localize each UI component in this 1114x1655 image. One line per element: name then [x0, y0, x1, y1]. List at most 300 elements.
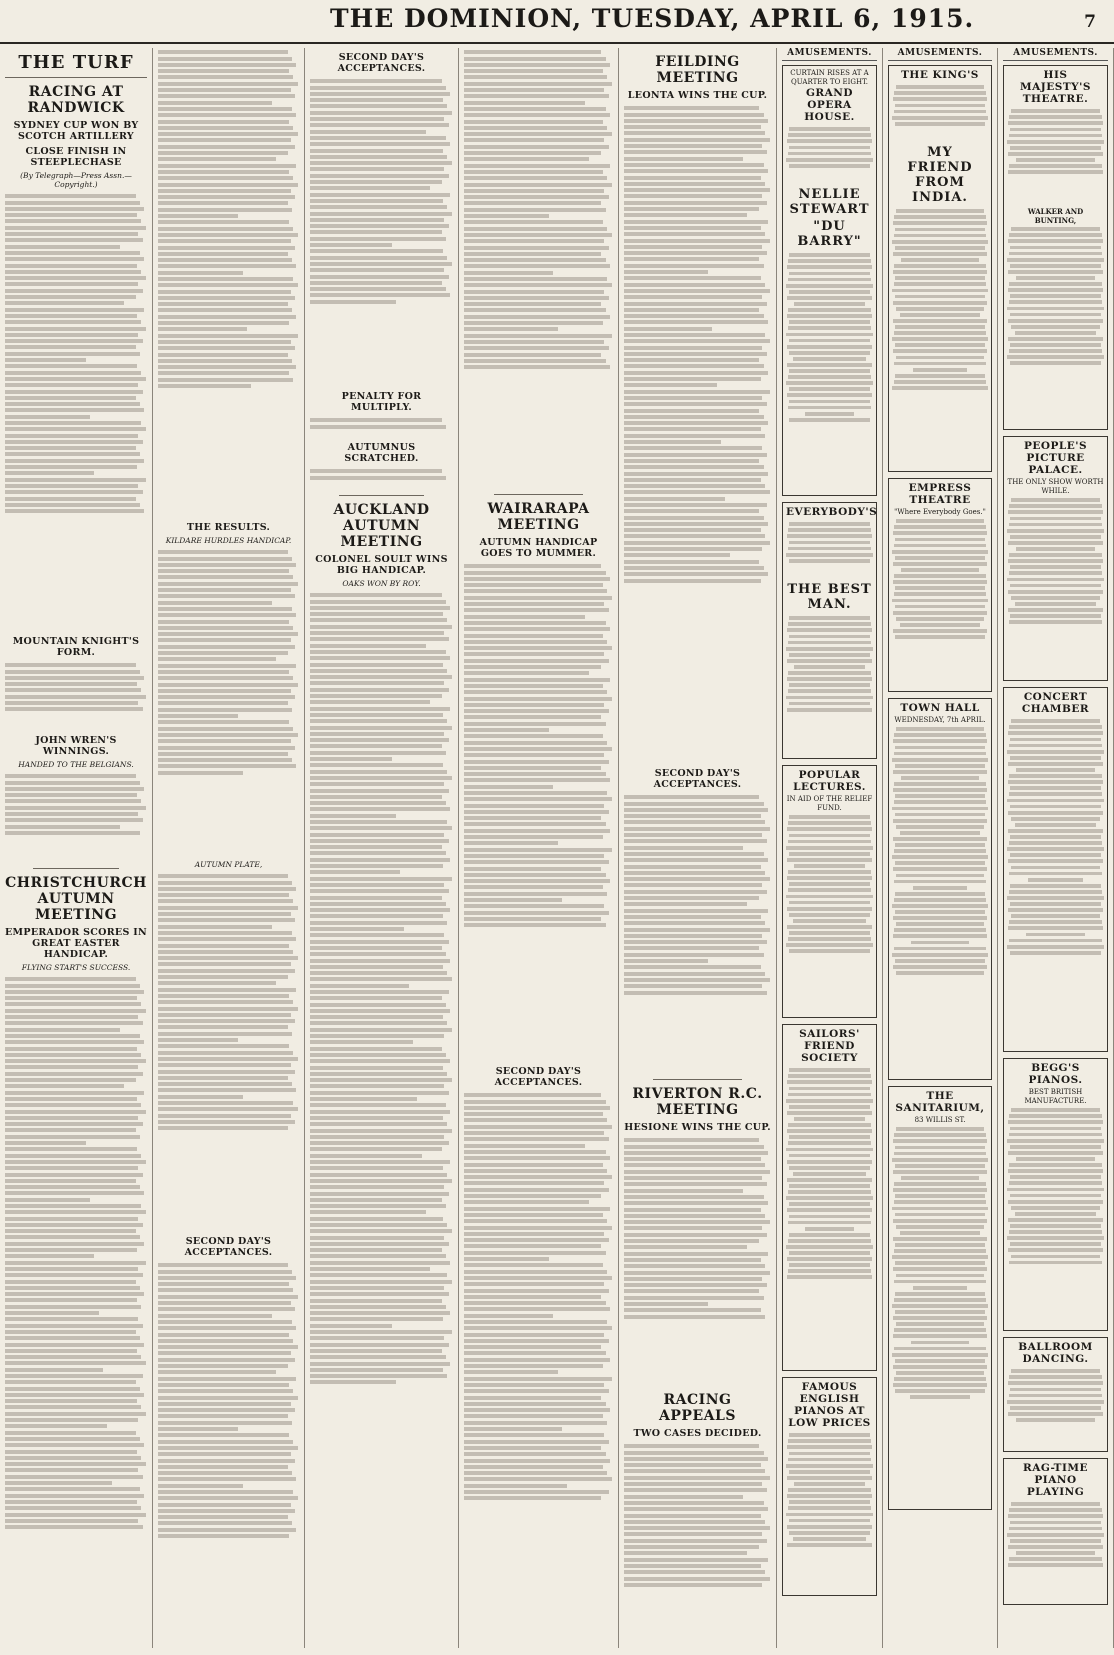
text-line — [624, 833, 762, 837]
text-line — [310, 971, 447, 975]
ad-text — [786, 813, 873, 1013]
text-line — [624, 534, 765, 538]
text-line — [624, 953, 764, 957]
text-line — [5, 1053, 141, 1057]
text-line — [464, 690, 607, 694]
text-line — [310, 130, 426, 134]
text-line — [894, 1280, 985, 1284]
text-line — [1007, 896, 1103, 900]
text-line — [789, 369, 870, 373]
text-line — [5, 434, 138, 438]
results-list — [624, 1136, 771, 1386]
text-line — [464, 640, 607, 644]
text-line — [1010, 1406, 1101, 1410]
text-line — [787, 1129, 872, 1133]
text-line — [310, 1009, 450, 1013]
text-line — [464, 1169, 607, 1173]
text-line — [5, 1173, 143, 1177]
text-line — [894, 380, 986, 384]
text-line — [310, 1015, 443, 1019]
text-line — [464, 82, 612, 86]
text-line — [158, 1408, 295, 1412]
text-line — [1015, 823, 1096, 827]
text-line — [894, 1377, 985, 1381]
text-line — [5, 663, 136, 667]
text-line — [158, 925, 272, 929]
text-line — [158, 75, 293, 79]
text-line — [158, 57, 292, 61]
text-line — [5, 1141, 86, 1145]
text-line — [464, 1459, 610, 1463]
text-line — [787, 393, 871, 397]
text-line — [1009, 890, 1102, 894]
text-line — [894, 282, 986, 286]
text-line — [5, 1097, 137, 1101]
text-line — [464, 791, 607, 795]
text-line — [788, 375, 872, 379]
text-line — [158, 1307, 295, 1311]
text-line — [624, 1220, 770, 1224]
text-line — [1008, 1248, 1102, 1252]
text-line — [310, 946, 442, 950]
text-line — [310, 675, 452, 679]
text-line — [1010, 1539, 1101, 1543]
text-line — [624, 1526, 770, 1530]
text-line — [5, 1185, 140, 1189]
text-line — [789, 683, 870, 687]
text-line — [894, 1182, 985, 1186]
text-line — [5, 1412, 146, 1416]
text-line — [5, 377, 146, 381]
text-line — [624, 1520, 765, 1524]
text-line — [1010, 343, 1100, 347]
text-line — [464, 1270, 607, 1274]
text-line — [5, 1009, 146, 1013]
text-line — [1008, 541, 1102, 545]
text-line — [1010, 584, 1101, 588]
text-line — [624, 516, 764, 520]
text-line — [900, 313, 981, 317]
text-line — [464, 183, 612, 187]
text-line — [624, 1182, 767, 1186]
text-line — [5, 308, 144, 312]
text-line — [789, 1251, 871, 1255]
text-line — [1016, 768, 1095, 772]
text-line — [158, 906, 298, 910]
text-line — [464, 239, 604, 243]
ad-title: CONCERT CHAMBER — [1021, 691, 1090, 715]
text-line — [5, 806, 146, 810]
text-line — [1011, 325, 1100, 329]
text-line — [788, 1458, 872, 1462]
amusements-header: AMUSEMENTS. — [888, 48, 992, 61]
text-line — [788, 1141, 872, 1145]
text-line — [158, 613, 296, 617]
text-line — [310, 1349, 442, 1353]
text-line — [624, 1501, 764, 1505]
text-line — [158, 1114, 291, 1118]
text-line — [310, 1021, 447, 1025]
text-line — [893, 1334, 987, 1338]
text-line — [310, 205, 447, 209]
text-line — [310, 965, 443, 969]
text-line — [158, 302, 288, 306]
text-line — [5, 1210, 146, 1214]
text-line — [624, 1258, 761, 1262]
text-line — [893, 611, 986, 615]
text-line — [789, 815, 869, 819]
text-line — [789, 635, 870, 639]
text-line — [464, 1219, 607, 1223]
text-line — [5, 695, 146, 699]
text-line — [310, 1267, 430, 1271]
text-line — [786, 553, 872, 557]
text-line — [624, 478, 761, 482]
text-line — [5, 490, 143, 494]
divider — [653, 1079, 741, 1080]
text-line — [787, 628, 872, 632]
text-line — [895, 1243, 984, 1247]
text-line — [158, 931, 292, 935]
text-line — [310, 984, 409, 988]
text-line — [5, 427, 146, 431]
text-line — [310, 814, 396, 818]
text-line — [624, 125, 761, 129]
text-line — [1009, 523, 1102, 527]
text-line — [5, 333, 138, 337]
text-line — [158, 1013, 291, 1017]
text-line — [310, 1173, 447, 1177]
text-line — [896, 356, 984, 360]
text-line — [5, 219, 141, 223]
text-line — [158, 1351, 291, 1355]
text-line — [788, 821, 871, 825]
text-line — [464, 665, 601, 669]
text-line — [789, 616, 869, 620]
text-line — [5, 996, 137, 1000]
text-line — [158, 657, 276, 661]
text-line — [464, 1156, 610, 1160]
column-5 — [619, 48, 777, 1648]
text-line — [310, 952, 446, 956]
text-line — [5, 1160, 146, 1164]
text-line — [5, 1374, 143, 1378]
text-line — [895, 746, 984, 750]
text-line — [310, 858, 450, 862]
text-line — [5, 1242, 144, 1246]
text-line — [158, 1440, 293, 1444]
text-line — [464, 353, 601, 357]
text-line — [310, 1229, 452, 1233]
text-line — [788, 1190, 872, 1194]
text-line — [464, 1137, 609, 1141]
text-line — [158, 575, 293, 579]
text-line — [464, 1326, 612, 1330]
text-line — [1009, 939, 1102, 943]
text-line — [5, 688, 141, 692]
text-line — [158, 1301, 291, 1305]
text-line — [310, 1179, 452, 1183]
amusements-header: AMUSEMENTS. — [782, 48, 877, 61]
text-line — [624, 276, 761, 280]
text-line — [624, 991, 767, 995]
text-line — [464, 151, 601, 155]
text-line — [5, 1166, 138, 1170]
text-line — [158, 683, 298, 687]
ad-play-title: "DU BARRY" — [797, 219, 862, 249]
text-line — [788, 671, 871, 675]
text-line — [310, 870, 400, 874]
text-line — [624, 232, 765, 236]
text-line — [624, 1245, 747, 1249]
text-line — [158, 1345, 298, 1349]
ad-concert-chamber — [1003, 687, 1108, 1052]
text-line — [789, 834, 870, 838]
text-line — [1015, 331, 1096, 335]
text-line — [158, 113, 296, 117]
text-line — [158, 1433, 289, 1437]
text-line — [895, 813, 985, 817]
text-line — [310, 1374, 447, 1378]
text-line — [158, 195, 295, 199]
text-line — [624, 1252, 768, 1256]
ad-everybodys — [782, 502, 877, 759]
text-line — [1008, 1151, 1102, 1155]
text-line — [5, 390, 143, 394]
text-line — [893, 788, 987, 792]
text-line — [894, 1347, 986, 1351]
subhead-penalty: PENALTY FOR MULTIPLY. — [341, 391, 422, 413]
text-line — [789, 931, 870, 935]
text-line — [310, 1368, 443, 1372]
text-line — [310, 902, 446, 906]
text-line — [5, 1298, 137, 1302]
text-line — [310, 726, 452, 730]
text-line — [464, 848, 612, 852]
text-line — [310, 224, 449, 228]
text-line — [896, 209, 984, 213]
text-line — [158, 645, 295, 649]
text-line — [158, 353, 288, 357]
text-line — [893, 221, 987, 225]
text-line — [895, 343, 985, 347]
results-list — [158, 548, 299, 858]
text-line — [910, 1395, 970, 1399]
text-line — [624, 541, 770, 545]
text-line — [310, 243, 392, 247]
text-line — [624, 1208, 761, 1212]
text-line — [1011, 109, 1100, 113]
text-line — [5, 327, 146, 331]
ad-star-name: NELLIE STEWART — [789, 187, 870, 217]
ad-title: THE SANITARIUM, — [895, 1090, 985, 1114]
text-line — [5, 1091, 144, 1095]
text-line — [624, 814, 761, 818]
text-line — [789, 1263, 869, 1267]
text-line — [5, 818, 143, 822]
text-line — [5, 452, 140, 456]
ad-text — [786, 520, 873, 580]
text-line — [894, 592, 986, 596]
text-line — [787, 1111, 871, 1115]
text-line — [158, 384, 251, 388]
text-line — [5, 194, 136, 198]
text-line — [464, 898, 562, 902]
text-line — [1010, 1521, 1100, 1525]
text-line — [158, 290, 291, 294]
text-line — [464, 69, 603, 73]
text-line — [464, 264, 610, 268]
text-line — [895, 1292, 984, 1296]
text-line — [895, 959, 985, 963]
text-line — [895, 1310, 985, 1314]
text-line — [624, 1308, 761, 1312]
subhead-second-day: SECOND DAY'S ACCEPTANCES. — [653, 768, 742, 790]
text-line — [895, 122, 985, 126]
text-line — [5, 1116, 138, 1120]
ad-title: BEGG'S PIANOS. — [1028, 1062, 1083, 1086]
text-line — [464, 1118, 607, 1122]
text-line — [310, 851, 446, 855]
text-line — [5, 787, 144, 791]
text-line — [624, 1201, 768, 1205]
text-line — [5, 1380, 136, 1384]
text-line — [310, 1280, 452, 1284]
text-line — [5, 289, 143, 293]
text-line — [624, 984, 762, 988]
text-line — [5, 415, 90, 419]
text-line — [158, 208, 292, 212]
text-line — [464, 1345, 601, 1349]
text-line — [1008, 762, 1102, 766]
text-line — [624, 434, 765, 438]
text-line — [464, 302, 601, 306]
text-line — [158, 1063, 291, 1067]
text-line — [901, 1176, 979, 1180]
text-line — [464, 252, 601, 256]
text-line — [158, 733, 298, 737]
text-line — [624, 572, 768, 576]
text-line — [624, 1233, 767, 1237]
text-line — [895, 843, 984, 847]
text-line — [624, 1463, 761, 1467]
text-line — [5, 1040, 144, 1044]
text-line — [158, 1358, 295, 1362]
text-line — [1008, 1563, 1103, 1567]
text-line — [464, 766, 601, 770]
text-line — [5, 825, 120, 829]
text-line — [624, 176, 761, 180]
text-line — [1010, 835, 1100, 839]
text-line — [787, 858, 871, 862]
ad-ballroom-dancing — [1003, 1337, 1108, 1452]
text-line — [789, 387, 871, 391]
text-line — [5, 408, 144, 412]
text-line — [464, 1484, 567, 1488]
text-line — [624, 877, 770, 881]
text-line — [1008, 270, 1102, 274]
text-line — [310, 914, 443, 918]
text-line — [158, 107, 292, 111]
text-line — [310, 1072, 447, 1076]
text-line — [5, 774, 136, 778]
text-line — [894, 234, 986, 238]
text-line — [5, 1223, 143, 1227]
text-line — [464, 734, 603, 738]
text-line — [1008, 811, 1102, 815]
text-line — [5, 1248, 137, 1252]
text-line — [892, 116, 987, 120]
text-line — [310, 1053, 446, 1057]
text-line — [310, 631, 444, 635]
text-line — [892, 1255, 987, 1259]
text-line — [894, 362, 985, 366]
text-line — [5, 1273, 143, 1277]
text-line — [1010, 294, 1100, 298]
text-line — [158, 283, 298, 287]
subhead-belgians: HANDED TO THE BELGIANS. — [18, 760, 134, 769]
text-line — [624, 308, 759, 312]
text-line — [464, 571, 606, 575]
text-line — [5, 396, 136, 400]
text-line — [1009, 1375, 1101, 1379]
text-line — [624, 1451, 764, 1455]
text-line — [624, 1195, 764, 1199]
text-line — [787, 1257, 871, 1261]
text-line — [310, 1380, 396, 1384]
text-line — [158, 651, 288, 655]
ad-subtitle: WALKER AND BUNTING, — [1027, 207, 1084, 225]
text-line — [464, 1496, 601, 1500]
text-line — [805, 1227, 855, 1231]
text-line — [788, 1439, 871, 1443]
text-line — [158, 258, 292, 262]
text-line — [310, 650, 446, 654]
text-line — [5, 1500, 137, 1504]
results-list — [464, 48, 613, 488]
text-line — [624, 566, 764, 570]
text-line — [310, 688, 449, 692]
text-line — [5, 682, 137, 686]
ad-subtitle: 83 WILLIS ST. — [914, 1116, 966, 1124]
text-line — [789, 418, 870, 422]
text-line — [787, 363, 872, 367]
text-line — [310, 1097, 417, 1101]
text-line — [310, 199, 443, 203]
text-line — [310, 807, 450, 811]
text-line — [5, 1481, 112, 1485]
text-line — [464, 841, 558, 845]
text-line — [464, 1251, 606, 1255]
text-line — [624, 1583, 762, 1587]
text-line — [158, 1320, 292, 1324]
text-line — [624, 295, 762, 299]
text-line — [1009, 134, 1102, 138]
text-line — [624, 1163, 765, 1167]
text-line — [786, 1148, 872, 1152]
results-list — [158, 872, 299, 1232]
text-line — [5, 440, 143, 444]
text-line — [788, 326, 872, 330]
text-line — [1010, 756, 1101, 760]
text-line — [310, 149, 443, 153]
text-line — [158, 720, 289, 724]
text-line — [464, 201, 601, 205]
text-line — [1009, 282, 1101, 286]
ad-title: POPULAR LECTURES. — [793, 769, 866, 793]
text-line — [788, 1074, 871, 1078]
text-line — [158, 695, 295, 699]
